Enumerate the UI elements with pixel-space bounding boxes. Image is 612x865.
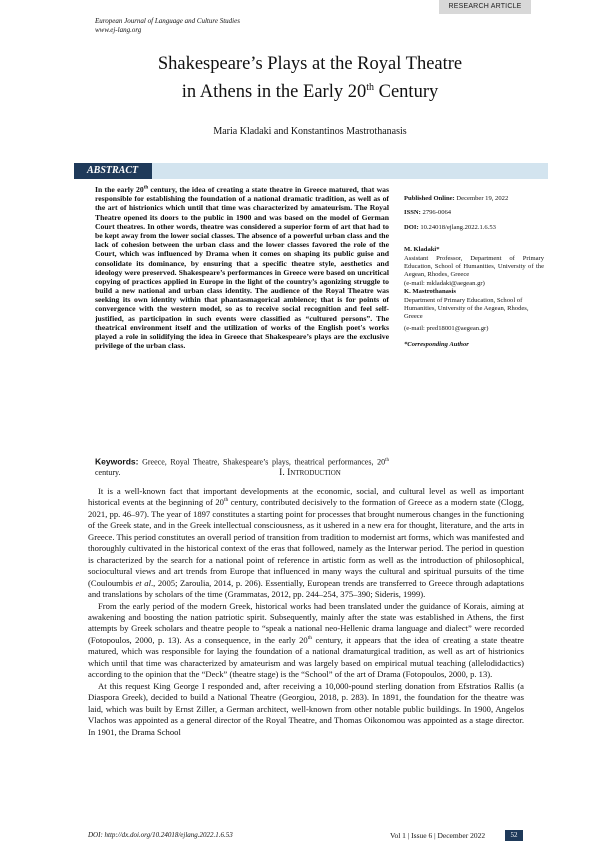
title-sup: th: [366, 82, 374, 93]
abstract-text: [95, 185, 389, 350]
author-1-name: M. Kladaki*: [404, 246, 440, 254]
doi-value: 10.24018/ejlang.2022.1.6.53: [420, 223, 496, 231]
abstract-text-body: century, the idea of creating a state theatre in Greece matured, that was responsible for establishing the foundation of a national dramatic tradition, as well as of the art of histrionics which until that time was characterized by amateurism. The Royal Theatre opened its doors to the public in 1900 and was based on the model of German Court theatres. In other words, theatre was considered a superior form of art that had to be kept away from the lower social classes. The absence of a powerful urban class and the lack of cohesion between the urban class and the lower classes favored the role of the Court, which was influenced by Drama when it comes on shaping its public guise and consolidate its dominance, by ensuring that a specific theatre style, aesthetics and ideology were preserved. Shakespeare’s performances in Greece were based on uncritical copying of practices applied in Europe in the light of the country’s agonizing struggle to build a new national and urban class identity. The audience of the Royal Theatre was seeking its own identity within that phantasmagorical ambience; that is for points of convergence with the western model, so as to receive social recognition and feel self-justified, as participation in such events were classified as “cultured persons”. The theatrical environment itself and the utilization of works of the English poet's works played a role in solidifying the idea in Greece that Shakespeare’s plays are the exclusive privilege of the urban class.: [95, 185, 389, 351]
intro-paragraph-1: It is a well-known fact that important developments at the economic, social, and cultural level as well as important historical events at the beginning of 20th century, contributed decisively to the formation of Greece as a modern state (Clogg, 2021, pp. 46–97). The year of 1897 constitutes a starting point for processes that brought numerous changes in the functioning of the Greek state, and in the Greek intellectual consciousness, as it ushered in a new era for thought, literature, and the arts in Greece. This period constitutes an overall period of transition from tradition to modernist art forms, which was manifested and thoroughly cultivated in the historical context of the eras that followed, namely as the Interwar period. The period in question is characterized by the search for a national point of reference in artistic form as well as the introduction of philosophical, sociocultural views and art trends from Europe that influenced in many ways the cultural and spiritual pursuits of the time (Couloumbis et al., 2005; Zaroulia, 2014, p. 206). Essentially, European trends are transferred to Greece through adaptations and translations by scholars of the time (Grammatas, 2012, pp. 244–254, 375–390; Sideris, 1999).: [88, 486, 524, 600]
section-number: I.: [279, 468, 285, 478]
abstract-text-start: In the early 20: [95, 185, 144, 194]
keywords-end: century.: [95, 467, 121, 477]
author-list: Maria Kladaki and Konstantinos Mastrothanasis: [213, 126, 407, 137]
issn: [404, 209, 544, 217]
title-line-1: Shakespeare’s Plays at the Royal Theatre: [157, 54, 463, 74]
section-title: Introduction: [287, 468, 341, 478]
issn-label: ISSN:: [404, 209, 421, 217]
title-line-2-text: in Athens in the Early 20: [181, 82, 367, 103]
author-1-affiliation: Assistant Professor, Department of Primary Education, School of Humanities, University of the Aegean, Rhodes, Greece: [404, 254, 544, 279]
published-label: Published Online:: [404, 195, 455, 202]
issn-value: 2796-0064: [422, 209, 452, 217]
page-number: 52: [505, 830, 523, 841]
keywords-label: Keywords:: [95, 456, 139, 467]
doi: [404, 224, 544, 232]
author-1-email[interactable]: (e-mail: mkladaki@aegean.gr): [404, 279, 485, 287]
footer-issue: Vol 1 | Issue 6 | December 2022: [390, 831, 486, 840]
journal-header: [95, 17, 240, 35]
research-article-badge: RESEARCH ARTICLE: [439, 0, 531, 14]
intro-paragraph-2: From the early period of the modern Greek, historical works had been translated under the guidance of Korais, aiming at awakening and boosting the nation patriotic spirit. Subsequently, mainly after the state was established in Athens, the first attempts by Greek scholars and theatre people to “speak a national neo-Hellenic drama language and dialect” were recorded (Fotopoulos, 2000, p. 13). As a consequence, in the early 20th century, it appears that the idea of creating a state theatre matured, which was responsible for laying the foundation of a national dramaturgical tradition, as well as art of histrionics which until that time was characterized by amateurism and was largely based on empirical mutual teaching (allelodidactics) according to the opinion that the “Deck” (theatre stage) is the “School” of the art of Drama (Fotopoulos, 2000, p. 13).: [88, 600, 525, 680]
title-line-2-end: Century: [374, 82, 439, 103]
author-2-affiliation: Department of Primary Education, School of Humanities, University of the Aegean, Rhodes, Greece: [404, 296, 529, 321]
abstract-label: ABSTRACT: [74, 163, 152, 179]
author-2-name: K. Mastrothanasis: [404, 288, 456, 296]
publication-info: [404, 195, 544, 350]
intro-paragraph-3: At this request King George I responded and, after receiving a 10,000-pound sterling donation from Efstratios Rallis (a Diaspora Greek), decided to build a National Theatre (Georgiou, 2018, p. 283). In 1891, the foundation for the theatre was laid, which was built by Ernst Ziller, a German architect, well-known from other notable public buildings. In 1900, Angelos Vlachos was appointed as a general director of the Royal Theatre, and Thomas Oikonomou was appointed as a stage director. In 1901, the Drama School: [88, 680, 524, 737]
section-heading: [60, 468, 560, 478]
author-2-email[interactable]: (e-mail: pred18001@aegean.gr): [404, 324, 489, 332]
introduction-body: [88, 486, 524, 738]
journal-url: www.ej-lang.org: [95, 26, 142, 34]
published-online: [404, 195, 544, 203]
published-value: December 19, 2022: [456, 195, 509, 202]
title-line-2: [60, 76, 560, 104]
abstract-sup: th: [143, 185, 149, 191]
keywords-text: Greece, Royal Theatre, Shakespeare’s plays, theatrical performances, 20: [138, 457, 386, 467]
doi-label: DOI:: [404, 223, 419, 231]
article-title: [60, 53, 560, 104]
journal-name: European Journal of Language and Culture Studies: [95, 17, 240, 25]
corresponding-author-note: *Corresponding Author: [404, 341, 469, 349]
footer-doi[interactable]: DOI: http://dx.doi.org/10.24018/ejlang.2022.1.6.53: [88, 831, 233, 839]
keywords-sup: th: [385, 458, 389, 463]
